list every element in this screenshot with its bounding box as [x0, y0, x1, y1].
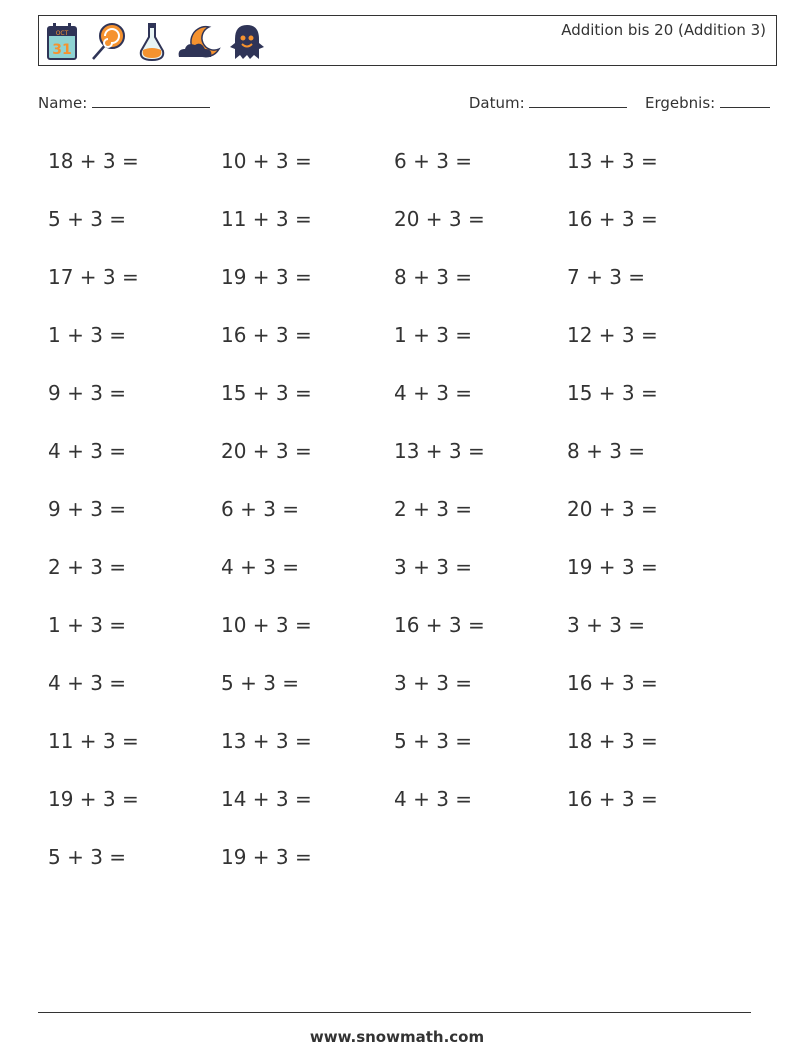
- problem-item: 13 + 3 =: [394, 439, 485, 463]
- problem-row: [48, 319, 740, 377]
- problem-item: 2 + 3 =: [48, 555, 127, 579]
- problem-item: 12 + 3 =: [567, 323, 658, 347]
- problem-item: 16 + 3 =: [567, 207, 658, 231]
- problem-item: 14 + 3 =: [221, 787, 312, 811]
- problem-item: 16 + 3 =: [394, 613, 485, 637]
- problem-item: 4 + 3 =: [221, 555, 300, 579]
- problem-item: 19 + 3 =: [221, 845, 312, 869]
- worksheet-header: [38, 15, 777, 66]
- problem-item: 20 + 3 =: [221, 439, 312, 463]
- problem-item: 8 + 3 =: [394, 265, 473, 289]
- problem-item: 4 + 3 =: [394, 787, 473, 811]
- date-blank[interactable]: [529, 93, 627, 108]
- problem-item: 20 + 3 =: [567, 497, 658, 521]
- name-blank[interactable]: [92, 93, 210, 108]
- problem-item: 7 + 3 =: [567, 265, 646, 289]
- name-label: Name:: [38, 94, 88, 112]
- problem-item: 5 + 3 =: [394, 729, 473, 753]
- lollipop-icon: [87, 21, 129, 63]
- problem-row: [48, 841, 740, 899]
- problem-item: 11 + 3 =: [221, 207, 312, 231]
- problem-item: 15 + 3 =: [567, 381, 658, 405]
- problem-item: 11 + 3 =: [48, 729, 139, 753]
- svg-text:31: 31: [52, 42, 72, 58]
- problem-item: 18 + 3 =: [567, 729, 658, 753]
- problem-item: 6 + 3 =: [221, 497, 300, 521]
- problem-item: 18 + 3 =: [48, 149, 139, 173]
- ghost-icon: [227, 21, 267, 63]
- problem-item: 4 + 3 =: [48, 671, 127, 695]
- date-result-fields: [469, 93, 770, 112]
- svg-text:OCT: OCT: [55, 30, 69, 37]
- problem-item: 10 + 3 =: [221, 613, 312, 637]
- potion-icon: [135, 21, 169, 63]
- problem-item: 6 + 3 =: [394, 149, 473, 173]
- worksheet-title: Addition bis 20 (Addition 3): [561, 21, 766, 39]
- name-field: [38, 93, 210, 112]
- problem-item: 1 + 3 =: [394, 323, 473, 347]
- problem-item: 13 + 3 =: [221, 729, 312, 753]
- problem-row: [48, 261, 740, 319]
- footer-divider: [38, 1012, 751, 1013]
- problem-item: 10 + 3 =: [221, 149, 312, 173]
- problem-row: [48, 377, 740, 435]
- calendar-icon: [45, 21, 81, 63]
- problem-row: [48, 435, 740, 493]
- problem-row: [48, 783, 740, 841]
- problem-item: 19 + 3 =: [48, 787, 139, 811]
- problem-item: 1 + 3 =: [48, 323, 127, 347]
- problem-row: [48, 667, 740, 725]
- problem-row: [48, 725, 740, 783]
- problem-item: 17 + 3 =: [48, 265, 139, 289]
- problem-item: 8 + 3 =: [567, 439, 646, 463]
- problem-item: 16 + 3 =: [221, 323, 312, 347]
- problem-row: [48, 145, 740, 203]
- problem-item: 19 + 3 =: [221, 265, 312, 289]
- problem-item: 2 + 3 =: [394, 497, 473, 521]
- problem-grid: [48, 145, 740, 899]
- problem-row: [48, 609, 740, 667]
- problem-item: 3 + 3 =: [394, 555, 473, 579]
- problem-row: [48, 551, 740, 609]
- result-label: Ergebnis:: [645, 94, 716, 112]
- problem-item: 5 + 3 =: [48, 207, 127, 231]
- problem-row: [48, 493, 740, 551]
- problem-item: 9 + 3 =: [48, 497, 127, 521]
- problem-item: 16 + 3 =: [567, 671, 658, 695]
- problem-item: 3 + 3 =: [567, 613, 646, 637]
- footer-url: www.snowmath.com: [309, 1028, 485, 1046]
- problem-item: 19 + 3 =: [567, 555, 658, 579]
- problem-row: [48, 203, 740, 261]
- problem-item: 5 + 3 =: [48, 845, 127, 869]
- problem-item: 16 + 3 =: [567, 787, 658, 811]
- problem-item: 5 + 3 =: [221, 671, 300, 695]
- problem-item: 20 + 3 =: [394, 207, 485, 231]
- result-blank[interactable]: [720, 93, 770, 108]
- problem-item: 15 + 3 =: [221, 381, 312, 405]
- problem-item: 1 + 3 =: [48, 613, 127, 637]
- icon-strip: [45, 20, 267, 64]
- moon-cloud-icon: [175, 21, 221, 63]
- problem-item: 13 + 3 =: [567, 149, 658, 173]
- problem-item: 4 + 3 =: [394, 381, 473, 405]
- problem-item: 9 + 3 =: [48, 381, 127, 405]
- problem-item: 3 + 3 =: [394, 671, 473, 695]
- problem-item: 4 + 3 =: [48, 439, 127, 463]
- date-label: Datum:: [468, 94, 525, 112]
